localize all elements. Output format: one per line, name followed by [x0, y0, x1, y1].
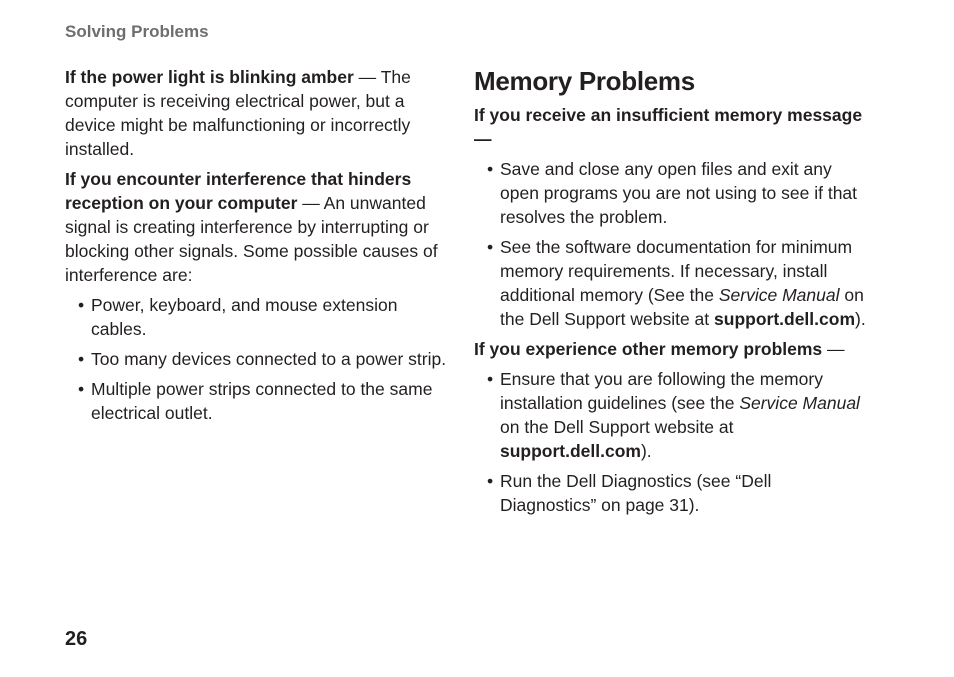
text-fragment: Ensure that you are following the memory installation guidelines (see the: [500, 369, 823, 413]
list-item: • Run the Dell Diagnostics (see “Dell Diagnostics” on page 31).: [474, 469, 869, 517]
list-item: • Power, keyboard, and mouse extension cables.: [65, 293, 450, 341]
text-fragment: ).: [640, 441, 652, 461]
interference-paragraph: [65, 167, 450, 287]
service-manual-ref: Service Manual: [739, 393, 860, 413]
support-link: support.dell.com: [500, 441, 641, 461]
text-fragment: See the software documentation for minimum memory requirements. If necessary, install additional memory (See the: [500, 237, 853, 305]
interference-lead: If you encounter interference that hinders reception on your computer: [65, 169, 412, 213]
service-manual-ref: Service Manual: [718, 285, 840, 305]
power-light-paragraph: [65, 65, 450, 161]
other-memory-heading-lead: If you experience other memory problems: [474, 339, 823, 359]
list-item: [474, 367, 869, 463]
list-item: • Save and close any open files and exit any open programs you are not using to see if that resolves the problem.: [474, 157, 869, 229]
insufficient-memory-heading: If you receive an insufficient memory message—: [474, 105, 863, 149]
left-column: [65, 65, 450, 431]
page-title: Memory Problems: [474, 66, 695, 96]
text-fragment: on the Dell Support website at: [500, 417, 734, 437]
support-link: support.dell.com: [714, 309, 855, 329]
insufficient-memory-list: [474, 157, 869, 331]
section-header: Solving Problems: [65, 22, 209, 41]
right-column: [474, 64, 869, 523]
list-item: [474, 235, 869, 331]
interference-text: — An unwanted signal is creating interference by interrupting or blocking other signals. Some possible causes of interference are:: [65, 193, 438, 285]
list-item: • Too many devices connected to a power strip.: [65, 347, 450, 371]
other-memory-list: [474, 367, 869, 517]
text-fragment: on the Dell Support website at: [500, 285, 864, 329]
power-light-text: — The computer is receiving electrical power, but a device might be malfunctioning or incorrectly installed.: [65, 67, 411, 159]
power-light-lead: If the power light is blinking amber: [65, 67, 354, 87]
page-number: 26: [65, 628, 88, 650]
other-memory-heading: [474, 337, 869, 361]
other-memory-heading-tail: —: [822, 339, 845, 359]
list-item: • Multiple power strips connected to the same electrical outlet.: [65, 377, 450, 425]
text-fragment: ).: [855, 309, 866, 329]
interference-causes-list: [65, 293, 450, 425]
